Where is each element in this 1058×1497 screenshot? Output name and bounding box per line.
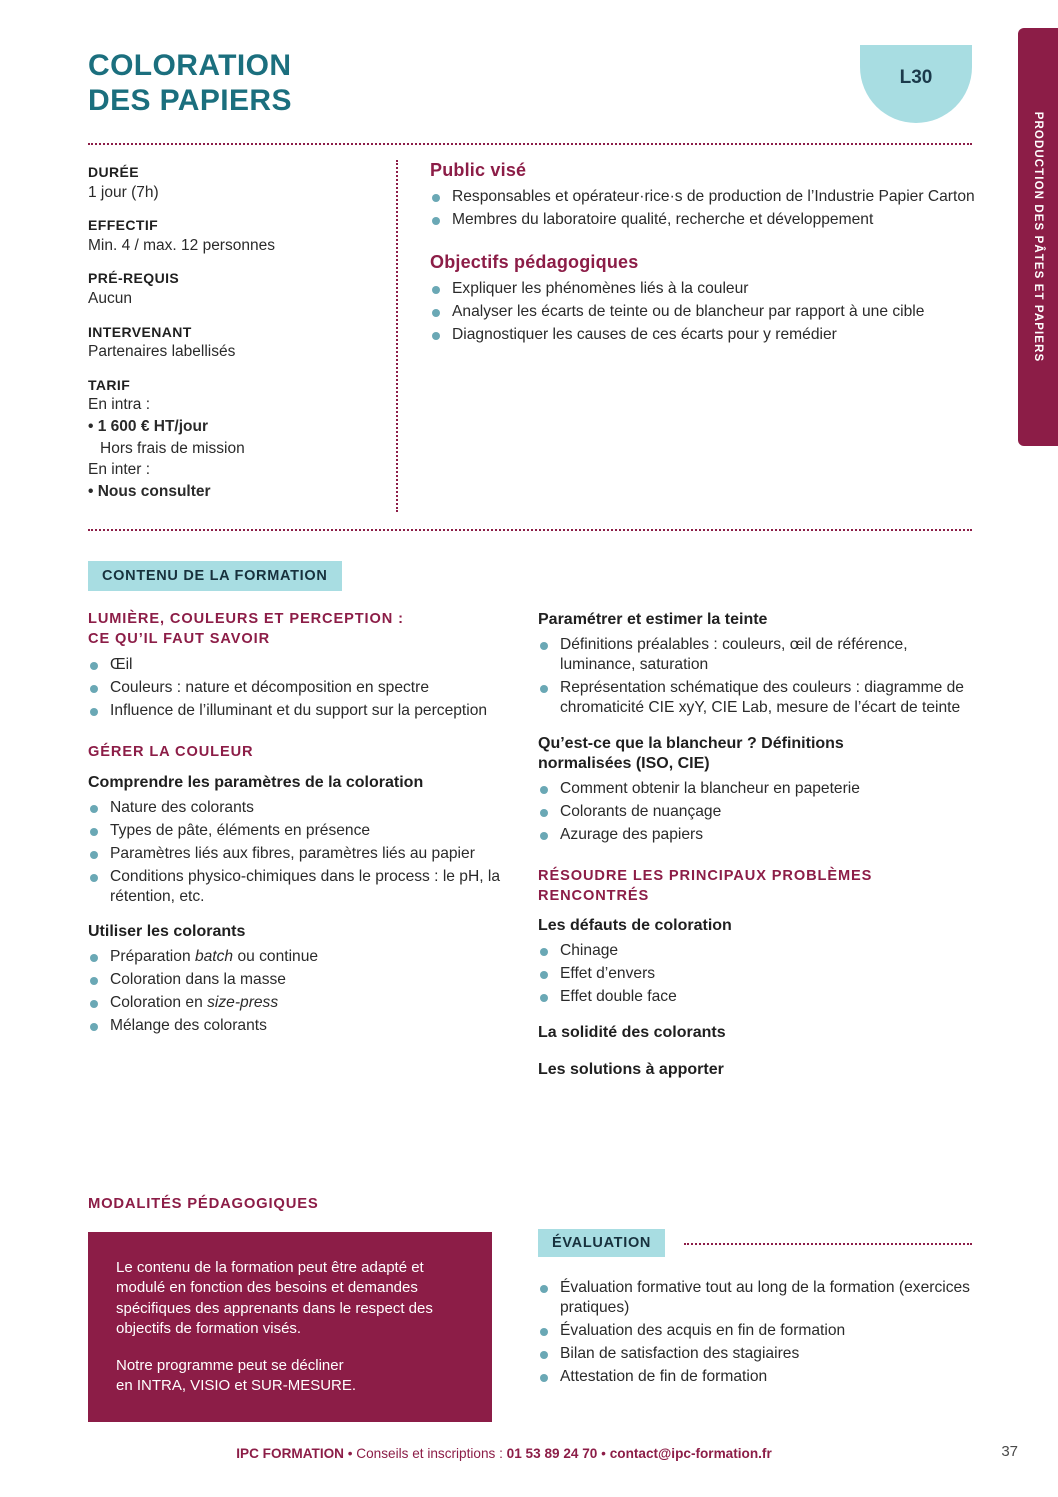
tarif-intra-note: Hors frais de mission <box>100 439 245 457</box>
list-item: Évaluation formative tout au long de la formation (exercices pratiques) <box>538 1278 973 1318</box>
solidite-colorants-title: La solidité des colorants <box>538 1024 726 1042</box>
list-item: Œil <box>88 655 518 675</box>
section-tab <box>1018 28 1058 446</box>
lumiere-title-line2: CE QU’IL FAUT SAVOIR <box>88 630 271 647</box>
header <box>88 48 972 119</box>
list-item: Nature des colorants <box>88 798 518 818</box>
prerequis-value: Aucun <box>88 290 132 308</box>
list-item: Membres du laboratoire qualité, recherche et développement <box>430 210 975 230</box>
page-title-line2: DES PAPIERS <box>88 84 292 118</box>
public-vise-heading: Public visé <box>430 160 527 180</box>
prerequis-label: PRÉ-REQUIS <box>88 270 180 287</box>
list-item: Diagnostiquer les causes de ces écarts pour y remédier <box>430 325 975 345</box>
blancheur-title <box>538 734 973 776</box>
list-item: Coloration en size-press <box>88 993 518 1013</box>
effectif-value: Min. 4 / max. 12 personnes <box>88 236 275 254</box>
list-item: Colorants de nuançage <box>538 802 973 822</box>
intervenant-label: INTERVENANT <box>88 323 192 340</box>
section-tab-label: PRODUCTION DES PÂTES ET PAPIERS <box>1032 111 1044 363</box>
public-vise-list <box>430 187 975 230</box>
tarif-label: TARIF <box>88 376 131 393</box>
solutions-apporter-title: Les solutions à apporter <box>538 1060 724 1078</box>
duree-value: 1 jour (7h) <box>88 183 159 201</box>
list-item: Attestation de fin de formation <box>538 1367 973 1387</box>
footer <box>0 1446 1008 1461</box>
tarif-inter-label: En inter : <box>88 461 151 479</box>
list-item: Couleurs : nature et décomposition en spectre <box>88 678 518 698</box>
modalites-paragraph-1: Le contenu de la formation peut être adapté et modulé en fonction des besoins et demandes spécifiques des apprenants dans le respect des objectifs de formation visés. <box>116 1259 433 1338</box>
contenu-right-column <box>538 610 973 1085</box>
comprendre-parametres-list <box>88 798 518 907</box>
list-item: Coloration dans la masse <box>88 970 518 990</box>
blancheur-title-line1: Qu’est-ce que la blancheur ? Définitions <box>538 734 844 752</box>
list-item: Analyser les écarts de teinte ou de blancheur par rapport à une cible <box>430 302 975 322</box>
parametrer-teinte-title: Paramétrer et estimer la teinte <box>538 611 768 628</box>
footer-email: contact@ipc-formation.fr <box>609 1446 772 1461</box>
resoudre-problemes-title <box>538 867 973 906</box>
effectif-label: EFFECTIF <box>88 217 159 234</box>
course-info <box>88 163 378 503</box>
resoudre-title-line2: RENCONTRÉS <box>538 887 650 904</box>
list-item: Expliquer les phénomènes liés à la couleur <box>430 279 975 299</box>
defauts-coloration-list <box>538 941 973 1007</box>
tarif-inter-value: • Nous consulter <box>88 482 211 500</box>
page-title <box>88 48 972 119</box>
lumiere-title-line1: LUMIÈRE, COULEURS ET PERCEPTION : <box>88 611 404 627</box>
resoudre-title-line1: RÉSOUDRE LES PRINCIPAUX PROBLÈMES <box>538 868 873 885</box>
evaluation-list <box>538 1278 973 1390</box>
list-item: Types de pâte, éléments en présence <box>88 821 518 841</box>
divider-header <box>88 143 972 145</box>
evaluation-divider <box>684 1243 972 1245</box>
utiliser-colorants-title: Utiliser les colorants <box>88 923 246 941</box>
list-item: Comment obtenir la blancheur en papeterie <box>538 779 973 799</box>
evaluation-banner: ÉVALUATION <box>538 1229 665 1257</box>
defauts-coloration-title: Les défauts de coloration <box>538 917 732 935</box>
blancheur-list <box>538 779 973 845</box>
list-item: Définitions préalables : couleurs, œil de référence, luminance, saturation <box>538 635 973 675</box>
lumiere-list <box>88 655 518 721</box>
contenu-banner: CONTENU DE LA FORMATION <box>88 561 342 591</box>
modalites-paragraph-2-line1: Notre programme peut se décliner <box>116 1356 344 1374</box>
footer-phone: 01 53 89 24 70 <box>506 1446 598 1461</box>
list-item: Préparation batch ou continue <box>88 947 518 967</box>
contenu-left-column <box>88 610 518 1039</box>
objectifs-list <box>430 279 975 345</box>
divider-contenu <box>88 529 972 531</box>
parametrer-teinte-list <box>538 635 973 718</box>
modalites-paragraph-2 <box>116 1356 464 1397</box>
objectifs-heading: Objectifs pédagogiques <box>430 251 639 272</box>
list-item: Chinage <box>538 941 973 961</box>
lumiere-section-title <box>88 610 518 649</box>
course-code-badge: L30 <box>860 45 972 123</box>
list-item: Mélange des colorants <box>88 1016 518 1036</box>
footer-text: • Conseils et inscriptions : <box>343 1446 507 1461</box>
list-item: Azurage des papiers <box>538 825 973 845</box>
list-item: Conditions physico-chimiques dans le process : le pH, la rétention, etc. <box>88 867 518 907</box>
page-number: 37 <box>1001 1443 1018 1460</box>
gerer-couleur-title: GÉRER LA COULEUR <box>88 744 254 761</box>
intervenant-value: Partenaires labellisés <box>88 343 236 361</box>
duree-label: DURÉE <box>88 164 140 180</box>
modalites-box <box>88 1232 492 1422</box>
list-item: Bilan de satisfaction des stagiaires <box>538 1344 973 1364</box>
list-item: Influence de l’illuminant et du support sur la perception <box>88 701 518 721</box>
footer-separator: • <box>597 1446 610 1461</box>
list-item: Effet d’envers <box>538 964 973 984</box>
list-item: Représentation schématique des couleurs : diagramme de chromaticité CIE xyY, CIE Lab, mesure de l’écart de teinte <box>538 678 973 718</box>
divider-columns <box>396 160 398 512</box>
comprendre-parametres-title: Comprendre les paramètres de la coloration <box>88 773 424 791</box>
list-item: Évaluation des acquis en fin de formation <box>538 1321 973 1341</box>
tarif-intra-label: En intra : <box>88 396 151 414</box>
page-title-line1: COLORATION <box>88 49 292 82</box>
blancheur-title-line2: normalisées (ISO, CIE) <box>538 755 710 773</box>
list-item: Responsables et opérateur·rice·s de production de l’Industrie Papier Carton <box>430 187 975 207</box>
footer-brand: IPC FORMATION <box>236 1446 344 1461</box>
audience-objectives <box>430 160 975 348</box>
tarif-intra-value: • 1 600 € HT/jour <box>88 418 208 436</box>
modalites-paragraph-2-line2: en INTRA, VISIO et SUR-MESURE. <box>116 1376 357 1394</box>
list-item: Paramètres liés aux fibres, paramètres liés au papier <box>88 844 518 864</box>
modalites-title: MODALITÉS PÉDAGOGIQUES <box>88 1196 319 1212</box>
utiliser-colorants-list <box>88 947 518 1036</box>
list-item: Effet double face <box>538 987 973 1007</box>
